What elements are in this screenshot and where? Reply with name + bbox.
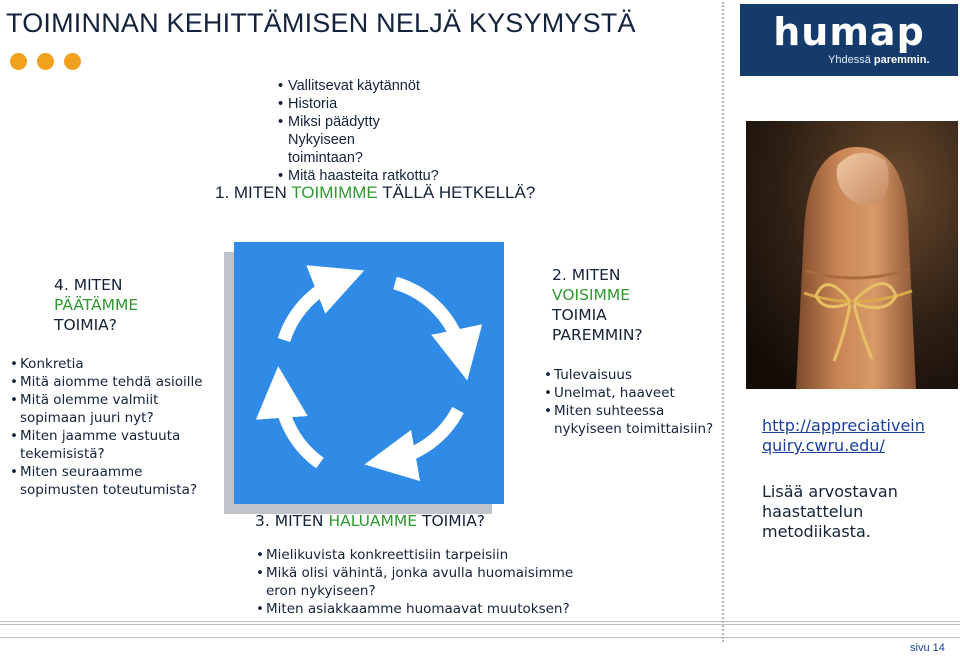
q1-heading: 1. MITEN TOIMIMME TÄLLÄ HETKELLÄ? bbox=[215, 183, 536, 202]
vertical-divider bbox=[722, 2, 724, 642]
q1-bullet-list bbox=[278, 77, 439, 185]
list-item: • Vallitsevat käytännöt bbox=[278, 77, 439, 95]
q3-bullet-list bbox=[256, 546, 596, 618]
list-item: • Mielikuvista konkreettisiin tarpeisiin bbox=[256, 546, 596, 564]
list-item: • Konkretia bbox=[10, 355, 210, 373]
page-number: sivu 14 bbox=[910, 642, 945, 654]
method-note: Lisää arvostavan haastattelun metodiikasta. bbox=[762, 482, 898, 541]
logo-wordmark: humap bbox=[773, 10, 925, 54]
q3-heading: 3. MITEN HALUAMME TOIMIA? bbox=[255, 512, 486, 530]
decor-dot-icon bbox=[10, 53, 27, 70]
list-item: • Historia bbox=[278, 95, 439, 113]
decor-dot-icon bbox=[64, 53, 81, 70]
decor-dot-icon bbox=[37, 53, 54, 70]
list-item: • Miten jaamme vastuuta tekemisistä? bbox=[10, 427, 205, 463]
list-item: • Miten asiakkaamme huomaavat muutoksen? bbox=[256, 600, 596, 618]
humap-logo bbox=[740, 4, 958, 76]
list-item: • Mikä olisi vähintä, jonka avulla huomaisimme eron nykyiseen? bbox=[256, 564, 596, 600]
logo-tagline: Yhdessä paremmin. bbox=[828, 54, 930, 66]
divider bbox=[0, 624, 960, 625]
circular-arrows-icon bbox=[212, 230, 512, 520]
list-item: • Mitä olemme valmiit sopimaan juuri nyt? bbox=[10, 391, 170, 427]
list-item: • Mitä aiomme tehdä asioille bbox=[10, 373, 210, 391]
finger-with-string-photo bbox=[746, 121, 958, 389]
q2-heading: 2. MITEN VOISIMME TOIMIA PAREMMIN? bbox=[552, 266, 643, 344]
list-item: • Mitä haasteita ratkottu? bbox=[278, 167, 439, 185]
q2-bullet-list bbox=[544, 366, 744, 438]
q4-bullet-list bbox=[10, 355, 210, 499]
list-item: • Tulevaisuus bbox=[544, 366, 744, 384]
list-item: • Miten suhteessa nykyiseen toimittaisiin? bbox=[544, 402, 724, 438]
divider bbox=[0, 637, 960, 638]
list-item: • Miten seuraamme sopimusten toteutumista? bbox=[10, 463, 220, 499]
divider bbox=[0, 621, 960, 622]
list-item: • Miksi päädytty Nykyiseen toimintaan? bbox=[278, 113, 418, 167]
appreciative-inquiry-link[interactable]: http://appreciativeinquiry.cwru.edu/ bbox=[762, 416, 925, 455]
q4-heading: 4. MITEN PÄÄTÄMME TOIMIA? bbox=[54, 276, 139, 334]
list-item: • Unelmat, haaveet bbox=[544, 384, 744, 402]
page-title: TOIMINNAN KEHITTÄMISEN NELJÄ KYSYMYSTÄ bbox=[6, 8, 636, 38]
